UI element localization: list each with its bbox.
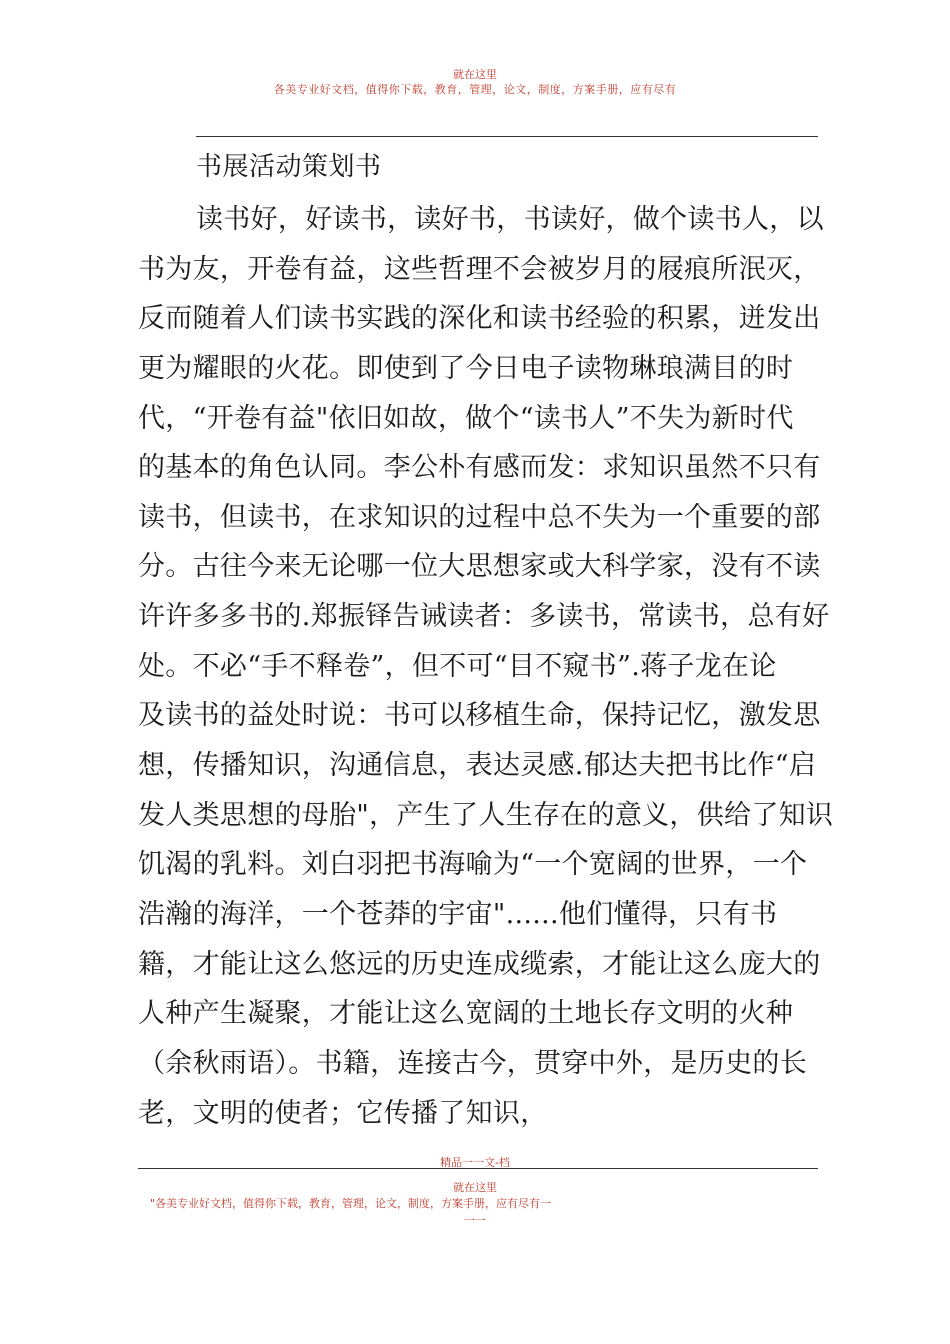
footer-divider bbox=[138, 1168, 818, 1169]
header-divider bbox=[196, 136, 818, 137]
body-line: 处。不必“手不释卷”，但不可“目不窥书”.蒋子龙在论 bbox=[138, 650, 777, 682]
body-line: 老，文明的使者；它传播了知识， bbox=[138, 1097, 548, 1129]
body-line: 书为友，开卷有益，这些哲理不会被岁月的屐痕所泯灭， bbox=[138, 253, 821, 285]
body-line: 及读书的益处时说：书可以移植生命，保持记忆，激发思 bbox=[138, 700, 821, 732]
page-footer bbox=[0, 1180, 950, 1227]
body-line: 人种产生凝聚，才能让这么宽阔的土地长存文明的火种 bbox=[138, 998, 794, 1030]
body-line: 的基本的角色认同。李公朴有感而发：求知识虽然不只有 bbox=[138, 452, 821, 484]
footer-line-2: "各美专业好文档，值得你下载，教育，管理，论文，制度，方案手册，应有尽有一 bbox=[150, 1197, 552, 1210]
body-line: 许许多多书的.郑振铎告诫读者：多读书，常读书，总有好 bbox=[138, 601, 830, 633]
body-line: 饥渴的乳料。刘白羽把书海喻为“一个宽阔的世界，一个 bbox=[138, 849, 808, 881]
document-body bbox=[138, 195, 834, 1138]
body-line: 分。古往今来无论哪一位大思想家或大科学家，没有不读 bbox=[138, 551, 821, 583]
body-line: 浩瀚的海洋，一个苍莽的宇宙"......他们懂得，只有书 bbox=[138, 898, 778, 930]
page-header bbox=[0, 68, 950, 98]
footer-page-label: 精品一一文-档 bbox=[440, 1156, 510, 1169]
body-line: （余秋雨语）。书籍，连接古今，贯穿中外，是历史的长 bbox=[138, 1047, 807, 1079]
body-line: 籍，才能让这么悠远的历史连成缆索，才能让这么庞大的 bbox=[138, 948, 821, 980]
body-line: 读书，但读书，在求知识的过程中总不失为一个重要的部 bbox=[138, 501, 821, 533]
body-line: 反而随着人们读书实践的深化和读书经验的积累，迸发出 bbox=[138, 303, 821, 335]
body-line: 代，“开卷有益"依旧如故，做个“读书人”不失为新时代 bbox=[138, 402, 794, 434]
footer-line-3: 一一 bbox=[464, 1214, 486, 1227]
document-title: 书展活动策划书 bbox=[196, 152, 382, 182]
body-line: 想，传播知识，沟通信息，表达灵感.郁达夫把书比作“启 bbox=[138, 750, 817, 782]
body-line: 读书好，好读书，读好书，书读好，做个读书人，以 bbox=[196, 204, 824, 235]
body-line: 更为耀眼的火花。即使到了今日电子读物琳琅满目的时 bbox=[138, 352, 794, 384]
header-line-1: 就在这里 bbox=[453, 68, 497, 81]
body-line: 发人类思想的母胎"，产生了人生存在的意义，供给了知识 bbox=[138, 799, 834, 831]
footer-line-1: 就在这里 bbox=[453, 1181, 497, 1194]
header-line-2: 各美专业好文档，值得你下载，教育，管理，论文，制度，方案手册，应有尽有 bbox=[273, 83, 677, 96]
